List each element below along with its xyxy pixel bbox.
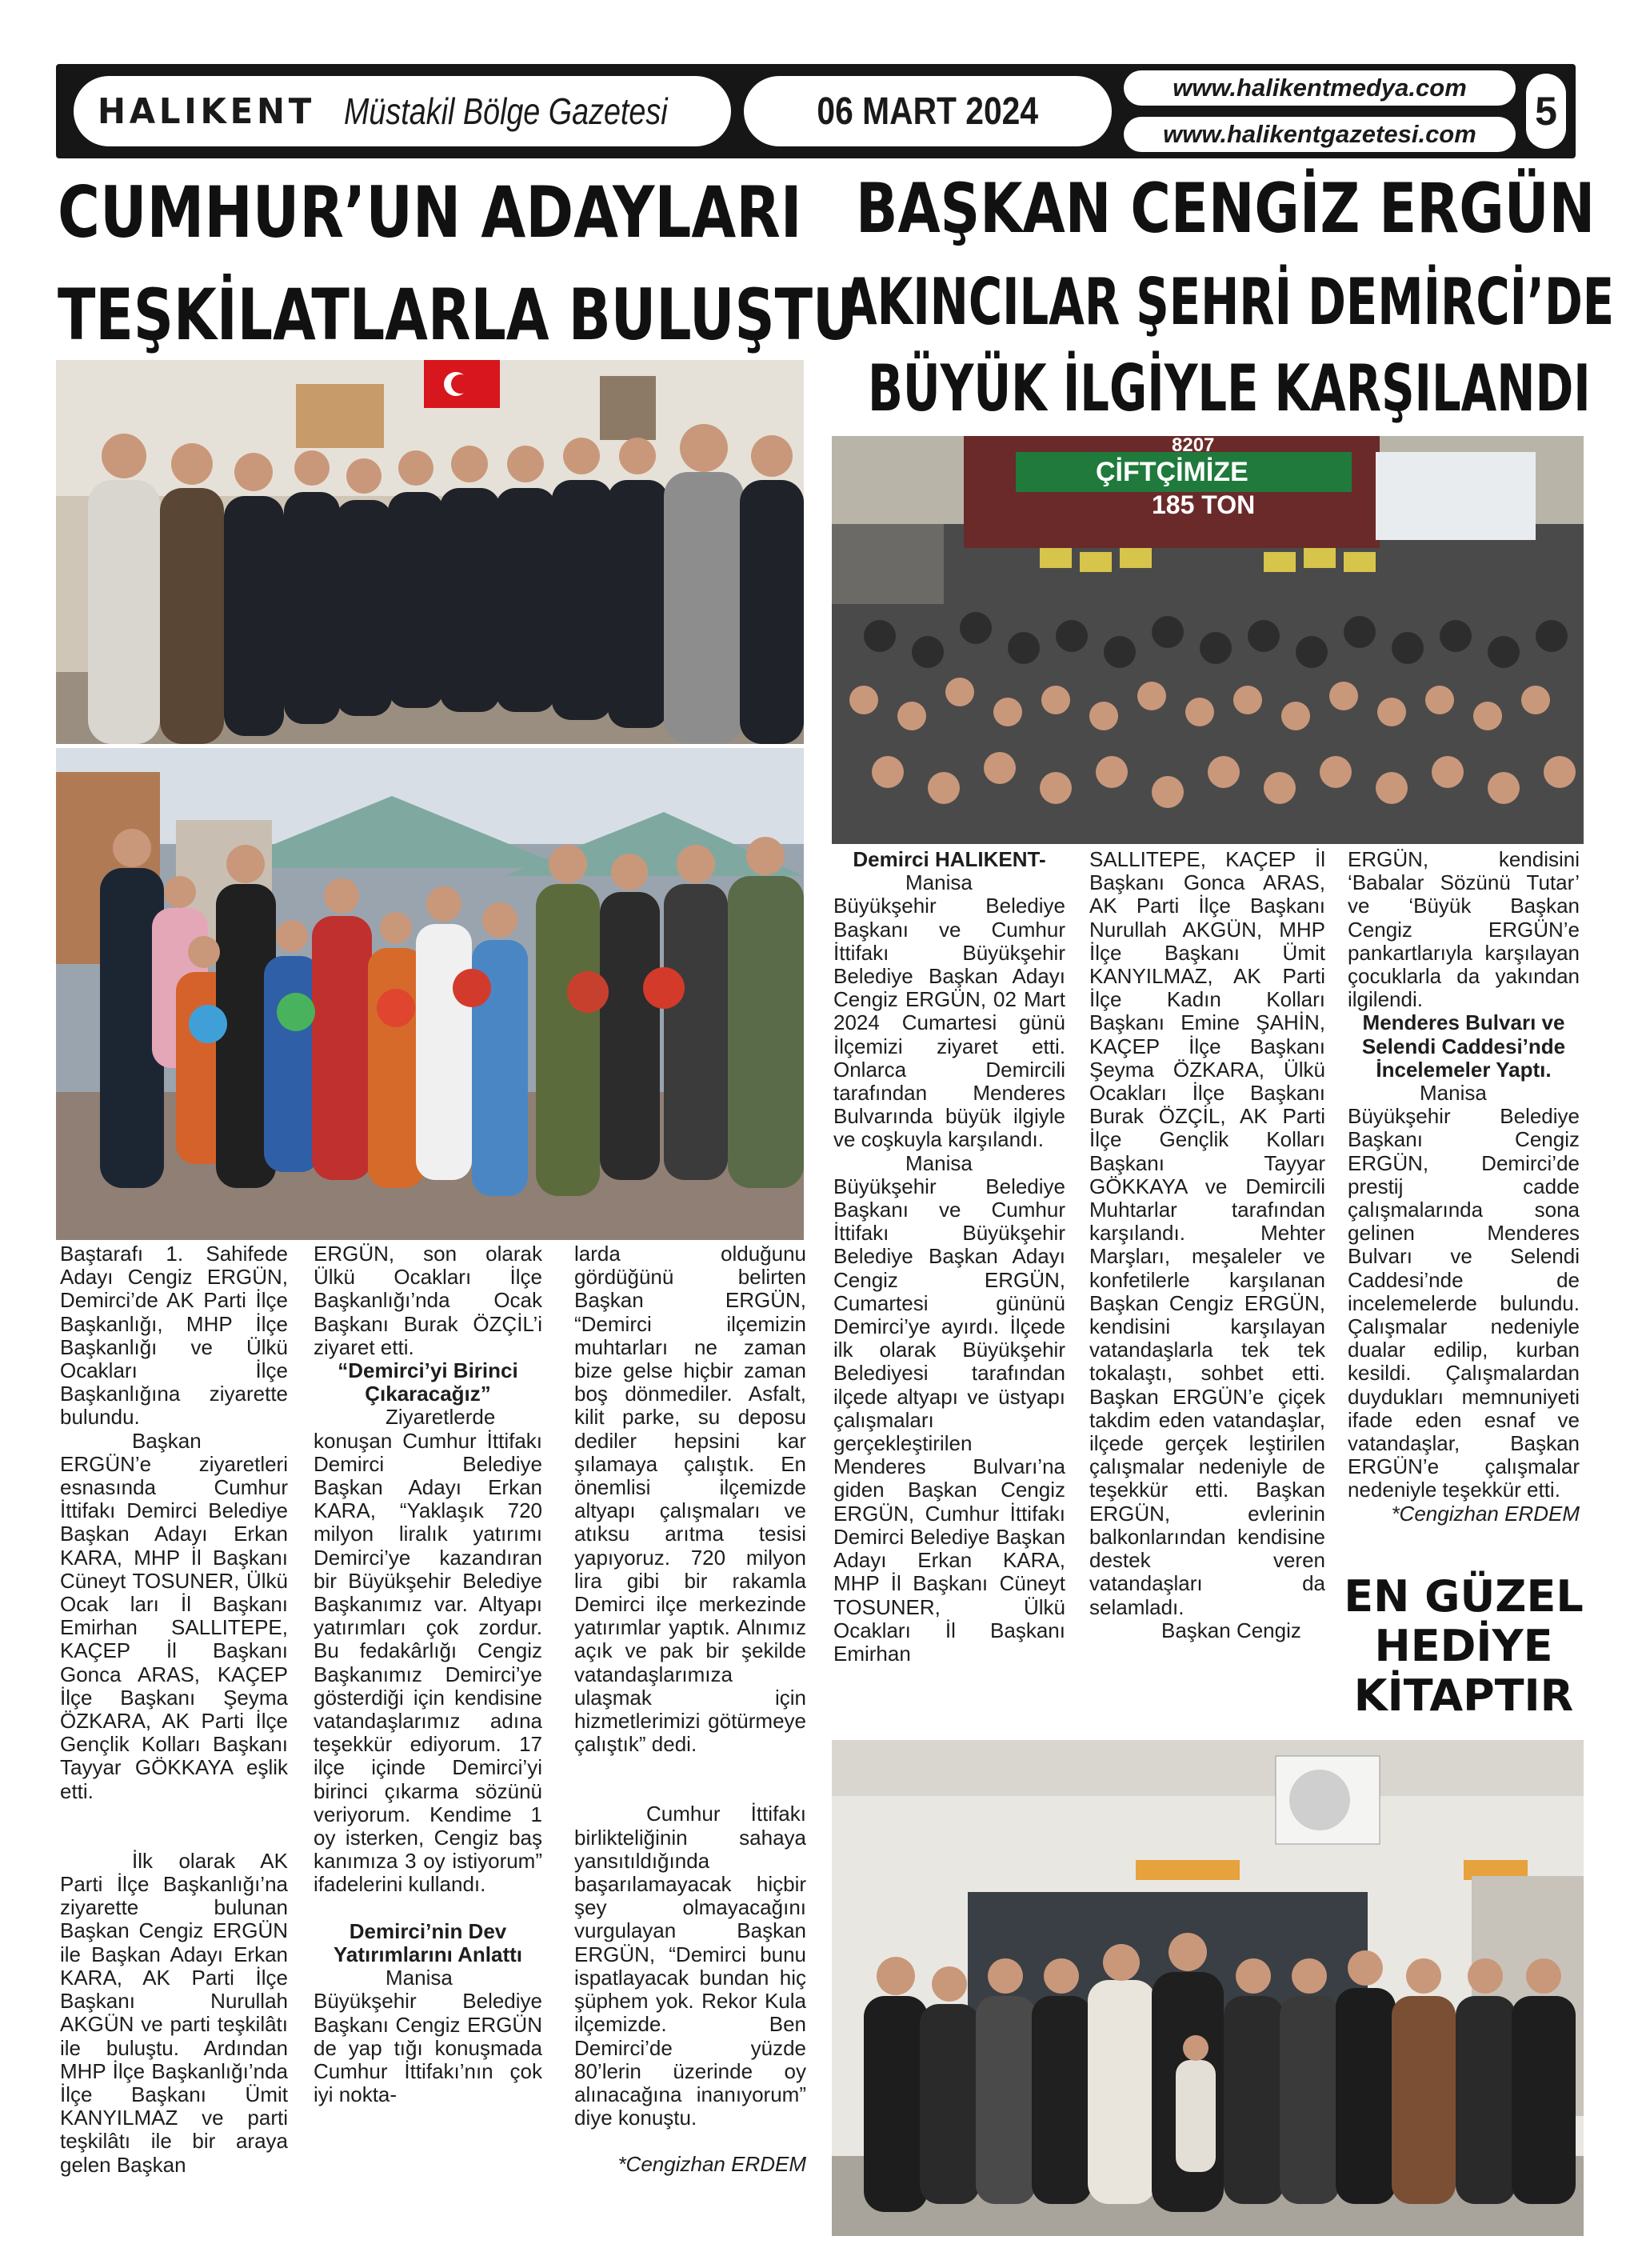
subheading: “Demirci’yi Birinci Çıkaracağız”	[338, 1358, 518, 1406]
slogan-line-1: EN GÜZEL	[1344, 1571, 1584, 1622]
photo-group-indoor	[56, 360, 804, 744]
paragraph: Başkan Cengiz	[1161, 1618, 1301, 1642]
photo-children-outdoor	[56, 748, 804, 1240]
paragraph: Manisa Büyükşehir Belediye Başkanı ve Cumhur İttifakı Büyükşehir Belediye Başkan Adayı Cengiz ERGÜN, Cumartesi gününü Demirci’ye ayırdı. İlçede ilk olarak Büyükşehir Belediyesi tarafından ilçede altyapı ve üstyapı çalışmaları gerçekleştirilen Menderes Bulvarı’na giden Başkan Cengiz ERGÜN, Cumhur İttifakı Demirci Belediye Başkan Adayı Erkan KARA, MHP İl Başkanı Cüneyt TOSUNER, Ülkü Ocakları İl Başkanı Emirhan	[833, 1150, 1065, 1666]
paragraph: Başkan ERGÜN’e ziyaretleri esnasında Cumhur İttifakı Demirci Belediye Başkan Adayı Erkan KARA, MHP İl Başkanı Cüneyt TOSUNER, Ülkü Ocak ları İl Başkanı Emirhan SALLITEPE, KAÇEP İl Başkanı Gonca ARAS, KAÇEP İlçe Başkanı Şeyma ÖZKARA, AK Parti İlçe Gençlik Kolları Başkanı Tayyar GÖKKAYA eşlik etti.	[60, 1428, 288, 1803]
left-story-column-2	[314, 1242, 542, 2106]
paragraph: Ziyaretlerde konuşan Cumhur İttifakı Demirci Belediye Başkan Adayı Erkan KARA, “Yaklaşık 720 milyon liralık yatırımı Demirci’ye kazandıran bir Büyükşehir Belediye Başkanımız var. Altyapı yatırımları çok zordur. Bu fedakârlığı Cengiz Başkanımız Demirci’ye gösterdiği için kendisine vatandaşlarımız adına teşekkür ediyorum. 17 ilçe içinde Demirci’yi birinci çıkarma sözünü veriyorum. Kendime 1 oy isterken, Cengiz baş kanımıza 3 oy istiyorum” ifadelerini kullandı.	[314, 1405, 542, 1897]
newspaper-name: HALIKENT	[98, 90, 315, 132]
photo-crowd-aerial	[832, 436, 1584, 844]
date-pill	[744, 76, 1112, 146]
right-headline-line3: BÜYÜK İLGİYLE KARŞILANDI	[868, 351, 1591, 426]
sidebar-slogan	[1344, 1572, 1584, 1721]
newspaper-subtitle: Müstakil Bölge Gazetesi	[344, 90, 668, 132]
page-number: 5	[1526, 74, 1566, 149]
left-headline-line1: CUMHUR’UN ADAYLARI	[58, 171, 802, 254]
author-signature: *Cengizhan ERDEM	[1391, 1501, 1580, 1526]
paragraph: Baştarafı 1. Sahifede Adayı Cengiz ERGÜN, Demirci’de AK Parti İlçe Başkanlığı, MHP İlçe Başkanlığı ve Ülkü Ocakları İlçe Başkanlığına ziyarette bulundu.	[60, 1242, 288, 1430]
paragraph: ERGÜN, kendisini ‘Babalar Sözünü Tutar’ ve ‘Büyük Başkan Cengiz ERGÜN’e pankartlarıyla karşılayan çocuklarla da yakından ilgilendi.	[1348, 847, 1580, 1012]
photo-women-group	[832, 1740, 1584, 2236]
author-signature: *Cengizhan ERDEM	[617, 2152, 806, 2177]
slogan-line-2: HEDİYE	[1374, 1621, 1553, 1671]
left-story-column-1	[60, 1242, 288, 2177]
paragraph: SALLITEPE, KAÇEP İl Başkanı Gonca ARAS, AK Parti İlçe Başkanı Nurullah AKGÜN, MHP İlçe Başkanı Ümit KANYILMAZ, AK Parti İlçe Kadın Kolları Başkanı Emine ŞAHİN, KAÇEP İlçe Başkanı Şeyma ÖZKARA, Ülkü Ocakları İlçe Başkanı Burak ÖZÇİL, AK Parti İlçe Gençlik Kolları Başkanı Tayyar GÖKKAYA ve Demircili Muhtarlar tarafından karşılandı. Mehter Marşları, meşaleler ve konfetilerle karşılanan Başkan Cengiz ERGÜN, kendisini karşılayan vatandaşlarla tek tek tokalaştı, sohbet etti. Başkan ERGÜN’e çiçek takdim eden vatandaşlar, ilçede gerçek leştirilen çalışmalar nedeniyle de teşekkür etti. Başkan ERGÜN, evlerinin balkonlarından kendisine destek veren vatandaşları da selamladı.	[1089, 847, 1325, 1619]
paragraph: larda olduğunu gördüğünü belirten Başkan ERGÜN, “Demirci ilçemizin muhtarları ne zaman bize gelse hiçbir zaman boş dönmediler. Asfalt, kilit parke, su deposu dediler hepsini kar şılamaya çalıştık. En önemlisi ilçemizde altyapı çalışmaları ve atıksu arıtma tesisi yapıyoruz. 720 milyon lira gibi bir rakamla Demirci ilçe merkezinde yatırımlar yaptık. Alnımız açık ve pak bir şekilde vatandaşlarımıza ulaşmak için hizmetlerimizi götürmeye çalıştık” dedi.	[574, 1242, 806, 1757]
photo-banner-text: ÇİFTÇİMİZE	[1096, 457, 1248, 487]
website-link-1[interactable]: www.halikentmedya.com	[1124, 70, 1516, 106]
website-link-2[interactable]: www.halikentgazetesi.com	[1124, 117, 1516, 152]
right-headline-line1: BAŞKAN CENGİZ ERGÜN	[856, 169, 1596, 249]
brand-pill	[74, 76, 731, 146]
paragraph: Cumhur İttifakı birlikteliğinin sahaya yansıtıldığında başarılamayacak hiçbir şey olmayacağını vurgulayan Başkan ERGÜN, “Demirci bunu ispatlayacak bundan hiç şüphem yok. Rekor Kula ilçemizde. Ben Demirci’de yüzde 80’lerin üzerinde oy alınacağına inanıyorum” diye konuştu.	[574, 1802, 806, 2130]
dateline: Demirci HALIKENT-	[853, 847, 1046, 871]
slogan-line-3: KİTAPTIR	[1353, 1670, 1574, 1721]
paragraph: Manisa Büyükşehir Belediye Başkanı Cengiz ERGÜN, Demirci’de prestij cadde çalışmalarında sona gelinen Menderes Bulvarı ve Selendi Caddesi’nde de incelemelerde bulundu. Çalışmalar nedeniyle dualar edilip, kurban kesildi. Çalışmalardan duydukları memnuniyeti ifade eden esnaf ve vatandaşlar, Başkan ERGÜN’e çalışmalar nedeniyle teşekkür etti.	[1348, 1081, 1580, 1502]
paragraph: Manisa Büyükşehir Belediye Başkanı Cengiz ERGÜN de yap tığı konuşmada Cumhur İttifakı’nın çok iyi nokta-	[314, 1966, 542, 2107]
paragraph: İlk olarak AK Parti İlçe Başkanlığı’na ziyarette bulunan Başkan Cengiz ERGÜN ile Başkan Adayı Erkan KARA, AK Parti İlçe Başkanı Nurullah AKGÜN ve parti teşkilâtı ile buluştu. Ardından MHP İlçe Başkanlığı’nda İlçe Başkanı Ümit KANYILMAZ ve parti teşkilâtı ile bir araya gelen Başkan	[60, 1848, 288, 2177]
left-headline-line2: TEŞKİLATLARLA BULUŞTU	[58, 274, 858, 356]
photo-banner-ton: 185 TON	[1152, 490, 1256, 519]
issue-date: 06 MART 2024	[817, 90, 1039, 133]
subheading: Menderes Bulvarı ve Selendi Caddesi’nde İncelemeler Yaptı.	[1361, 1010, 1566, 1082]
photo-banner-number: 8207	[1172, 436, 1215, 456]
right-story-column-3	[1348, 848, 1580, 1526]
subheading: Demirci’nin Dev Yatırımlarını Anlattı	[334, 1918, 522, 1966]
masthead	[56, 64, 1576, 158]
right-headline-line2: AKINCILAR ŞEHRİ DEMİRCİ’DE	[841, 265, 1615, 339]
paragraph: ERGÜN, son olarak Ülkü Ocakları İlçe Başkanlığı’nda Ocak Başkanı Burak ÖZÇİL’i ziyaret etti.	[314, 1242, 542, 1359]
right-story-column-1	[833, 848, 1065, 1666]
left-story-column-3	[574, 1242, 806, 2177]
paragraph: Manisa Büyükşehir Belediye Başkanı ve Cumhur İttifakı Büyükşehir Belediye Başkan Adayı Cengiz ERGÜN, 02 Mart 2024 Cumartesi günü İlçemizi ziyaret etti. Onlarca Demircili tarafından Menderes Bulvarında büyük ilgiyle ve coşkuyla karşılandı.	[833, 870, 1065, 1152]
right-story-column-2	[1089, 848, 1325, 1642]
